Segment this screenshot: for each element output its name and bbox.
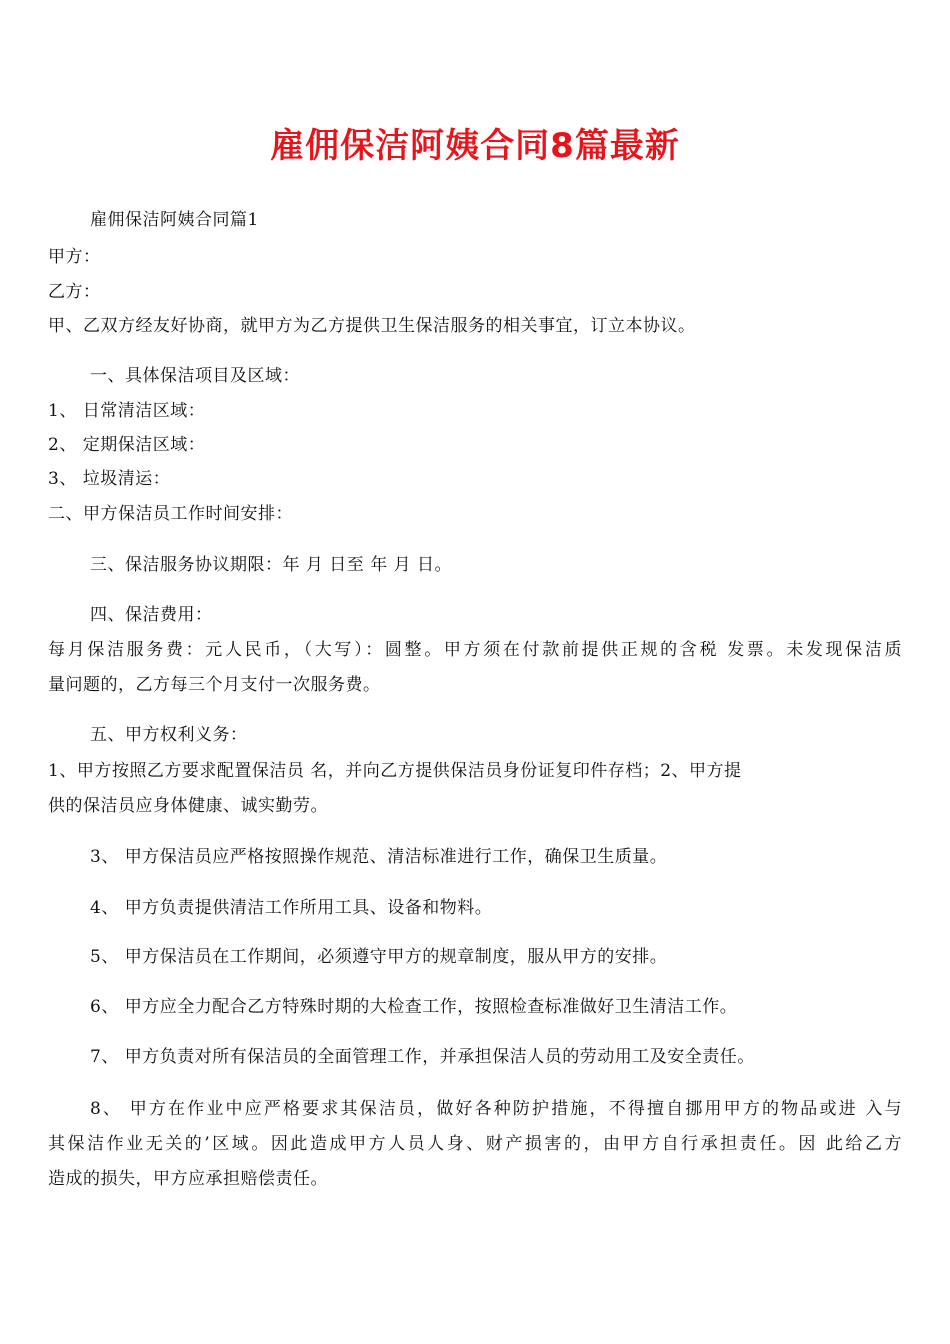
paragraph-line: 量问题的，乙方每三个月支付一次服务费。 (48, 675, 381, 695)
paragraph-line: 供的保洁员应身体健康、诚实勤劳。 (48, 796, 328, 816)
party-b-line: 乙方： (48, 282, 101, 302)
paragraph-line: 每月保洁服务费：元人民币，（大写）：圆整。甲方须在付款前提供正规的含税 发票。未发现保洁质 (48, 640, 902, 660)
paragraph-line: 8、 甲方在作业中应严格要求其保洁员，做好各种防护措施，不得擅自挪用甲方的物品或进 入与 (90, 1099, 902, 1119)
paragraph-line: 其保洁作业无关的’区域。因此造成甲方人员人身、财产损害的，由甲方自行承担责任。因 此给乙方 (48, 1134, 902, 1154)
paragraph-line: 1、甲方按照乙方要求配置保洁员 名，并向乙方提供保洁员身份证复印件存档；2、甲方提 (48, 761, 742, 781)
list-item: 2、 定期保洁区域： (48, 435, 206, 455)
clause-heading: 四、保洁费用： (90, 605, 213, 625)
paragraph: 甲、乙双方经友好协商，就甲方为乙方提供卫生保洁服务的相关事宜，订立本协议。 (48, 316, 696, 336)
list-item: 6、 甲方应全力配合乙方特殊时期的大检查工作，按照检查标准做好卫生清洁工作。 (90, 997, 738, 1017)
list-item: 3、 甲方保洁员应严格按照操作规范、清洁标准进行工作，确保卫生质量。 (90, 847, 668, 867)
list-item: 5、 甲方保洁员在工作期间，必须遵守甲方的规章制度，服从甲方的安排。 (90, 947, 668, 967)
party-a-line: 甲方： (48, 247, 101, 267)
list-item: 3、 垃圾清运： (48, 469, 171, 489)
list-item: 7、 甲方负责对所有保洁员的全面管理工作，并承担保洁人员的劳动用工及安全责任。 (90, 1047, 755, 1067)
clause-heading: 二、甲方保洁员工作时间安排： (48, 504, 293, 524)
list-item: 1、 日常清洁区域： (48, 401, 206, 421)
clause-heading: 一、具体保洁项目及区域： (90, 366, 300, 386)
clause-heading: 五、甲方权利义务： (90, 725, 248, 745)
list-item: 4、 甲方负责提供清洁工作所用工具、设备和物料。 (90, 898, 493, 918)
clause-heading: 三、保洁服务协议期限：年 月 日至 年 月 日。 (90, 555, 453, 575)
paragraph-line: 造成的损失，甲方应承担赔偿责任。 (48, 1169, 328, 1189)
section-heading: 雇佣保洁阿姨合同篇1 (90, 210, 259, 230)
document-title: 雇佣保洁阿姨合同8篇最新 (270, 126, 680, 166)
